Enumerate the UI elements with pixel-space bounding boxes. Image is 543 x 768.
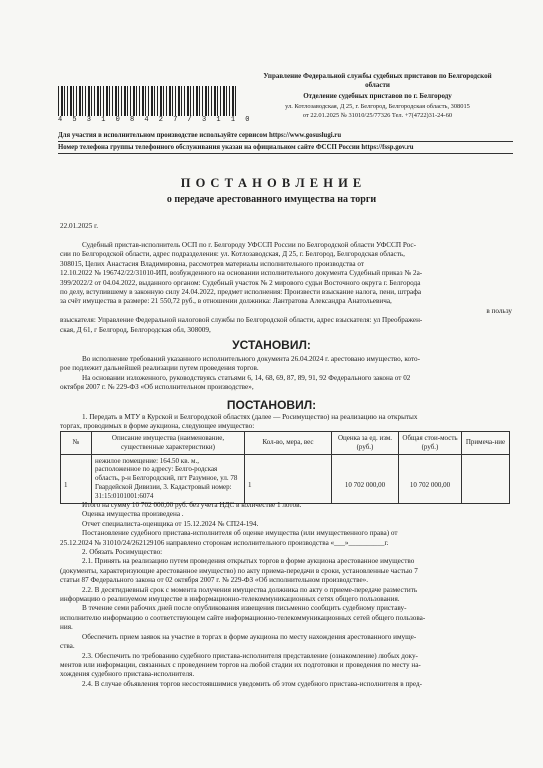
body-line: статьи 87 Федерального закона от 02 октября 2007 г. № 229-ФЗ «Об исполнительном производстве».	[60, 576, 369, 585]
ustanovil-line: октября 2007 г. № 229-ФЗ «Об исполнительном производстве»,	[60, 383, 254, 392]
table-cell-num: 1	[61, 454, 92, 503]
table-cell-unit-price: 10 702 000,00	[332, 454, 399, 503]
body-line: информацию о реализуемом имуществе в информационно-телекоммуникационных сетях общего пользования.	[60, 595, 400, 604]
intro-line: ская, Д 61, г Белгород, Белгородская обл, 308009,	[60, 325, 211, 334]
table-cell-desc: нежилое помещение: 164.50 кв. м., расположенное по адресу: Белго-родская область, р-н Белгородский, пгт Разумное, ул. 78 Гвардейской Дивизии, 3. Кадастровый номер: 31:15:0101001:6074	[92, 454, 245, 503]
postanovil-line: торгах, проводимых в форме аукциона, следующее имущество:	[60, 422, 255, 431]
body-line: Оценка имущества произведена .	[82, 510, 184, 519]
table-header-total: Общая стои-мость (руб.)	[399, 432, 462, 455]
body-line: Постановление судебного пристава-исполнителя об оценке имущества (или имущественного права) от	[82, 529, 398, 538]
document-date: 22.01.2025 г.	[60, 222, 99, 230]
body-line: В течение семи рабочих дней после опубликования извещения письменно сообщить судебному приставу-	[82, 604, 407, 613]
property-table	[60, 431, 510, 504]
table-cell-qty: 1	[245, 454, 332, 503]
agency-dept: Отделение судебных приставов по г. Белгороду	[303, 92, 452, 100]
gosuslugi-notice: Для участия в исполнительном производстве используйте сервисом https://www.gosuslugi.ru	[58, 132, 342, 139]
body-line: ментов или информации, связанных с проведением торгов на любой стадии их подготовки и проведения по месту на-	[60, 660, 421, 669]
table-header-desc: Описание имущества (наименование, существенные характеристики)	[92, 432, 245, 455]
phone-notice: Номер телефона группы телефонного обслуживания указан на официальном сайте ФССП России https://fssp.gov.ru	[58, 144, 414, 151]
ustanovil-line: На основании изложенного, руководствуясь статьями 6, 14, 68, 69, 87, 89, 91, 92 Федерального закона от 02	[82, 373, 411, 382]
table-cell-note	[462, 454, 510, 503]
intro-line: по делу, вступившему в законную силу 24.04.2022, предмет исполнения: Произвести взыскание налога, пени, штрафа	[60, 288, 422, 297]
table-header-num: №	[61, 432, 92, 455]
document-title: П О С Т А Н О В Л Е Н И Е	[180, 176, 363, 190]
intro-line: за счёт имущества в размере: 21 550,72 руб., в отношении должника: Лантратова Александра Анатольевича,	[60, 297, 392, 306]
table-header-row	[61, 432, 510, 455]
postanovil-text	[60, 413, 512, 432]
intro-text	[60, 241, 512, 335]
ustanovil-text	[60, 355, 512, 393]
body-line: хождения судебного пристава-исполнителя.	[60, 670, 195, 679]
postanovil-line: 1. Передать в МТУ в Курской и Белгородской областях (далее — Росимущество) на реализацию на открытых	[82, 413, 418, 421]
body-line: 25.12.2024 № 31010/24/262129106 направлено сторонам исполнительного производства «___»__________г.	[60, 538, 389, 547]
body-line: исполнителю информацию о соответствующем сайте информационно-телекоммуникационных сетей общего пользова-	[60, 613, 426, 622]
barcode-digits: 4 5 3 1 0 8 4 2 7 / 3 1 1 0	[58, 116, 253, 124]
body-line: 2.1. Принять на реализацию путем проведения открытых торгов в форме аукциона арестованное имущество	[82, 557, 415, 566]
agency-name-line2: области	[365, 81, 390, 89]
intro-line: 399/2022/2 от 04.04.2022, выданного органом: Судебный участок № 2 мирового судьи Восточного округа г. Белгорода	[60, 278, 421, 287]
intro-line: 12.10.2022 № 196742/22/31010-ИП, возбужденного на основании исполнительного документа Судебный приказ № 2а-	[60, 269, 423, 278]
after-table-text	[60, 501, 512, 689]
body-line: Отчет специалиста-оценщика от 15.12.2024 № СП24-194.	[82, 519, 259, 528]
table-header-qty: Кол-во, мера, вес	[245, 432, 332, 455]
document-subtitle: о передаче арестованного имущества на торги	[166, 194, 377, 205]
intro-line: Судебный пристав-исполнитель ОСП по г. Белгороду УФССП России по Белгородской области УФССП Рос-	[82, 241, 417, 249]
body-line: 2. Обязать Росимущество:	[82, 548, 163, 557]
intro-line: в пользу	[486, 306, 512, 315]
body-line: Обеспечить прием заявок на участие в торгах в форме аукциона по месту нахождения арестованного имуще-	[82, 632, 417, 641]
barcode-image	[58, 86, 238, 116]
body-line: Итого на сумму 10 702 000,00 руб. без учета НДС в количестве 1 лотов.	[82, 501, 302, 509]
divider	[58, 141, 513, 142]
body-line: 2.4. В случае объявления торгов несостоявшимися уведомить об этом судебного пристава-исполнителя в пред-	[82, 679, 423, 688]
body-line: ния.	[60, 623, 73, 632]
ustanovil-heading: УСТАНОВИЛ:	[232, 338, 311, 352]
intro-line: сии по Белгородской области, адрес подразделения: ул. Котлозаводская, Д 25, г. Белгород, Белгородская область,	[60, 250, 405, 259]
table-row	[61, 454, 510, 503]
agency-address-line2: от 22.01.2025 № 31010/25/77326 Тел. +7(4722)31-24-60	[302, 112, 453, 119]
body-line: 2.3. Обеспечить по требованию судебного пристава-исполнителя представление (ознакомление) любых доку-	[82, 651, 418, 660]
agency-name-line1: Управление Федеральной службы судебных приставов по Белгородской	[263, 72, 492, 80]
table-header-unit-price: Оценка за ед. изм. (руб.)	[332, 432, 399, 455]
ustanovil-line: Во исполнение требований указанного исполнительного документа 26.04.2024 г. арестовано имущество, кото-	[82, 355, 420, 363]
body-line: ства.	[60, 642, 75, 651]
agency-address-line1: ул. Котлозаводская, Д 25, г. Белгород, Белгородская область, 308015	[285, 103, 470, 110]
divider	[58, 153, 513, 154]
table-cell-total: 10 702 000,00	[399, 454, 462, 503]
postanovil-heading: ПОСТАНОВИЛ:	[226, 398, 317, 412]
intro-line: 308015, Целих Анастасия Владимировна, рассмотрев материалы исполнительного производства от	[60, 259, 364, 268]
body-line: (документы, характеризующие арестованное имущество) по акту приема-передачи в сроки, установленные частью 7	[60, 566, 418, 575]
table-header-note: Примеча-ние	[462, 432, 510, 455]
body-line: 2.2. В десятидневный срок с момента получения имущества должника по акту о приеме-передаче разместить	[82, 585, 418, 594]
intro-line: взыскателя: Управление Федеральной налоговой службы по Белгородской области, адрес взыскателя: ул Преображен-	[60, 316, 423, 325]
ustanovil-line: рое подлежит дальнейшей реализации путем проведения торгов.	[60, 364, 259, 373]
